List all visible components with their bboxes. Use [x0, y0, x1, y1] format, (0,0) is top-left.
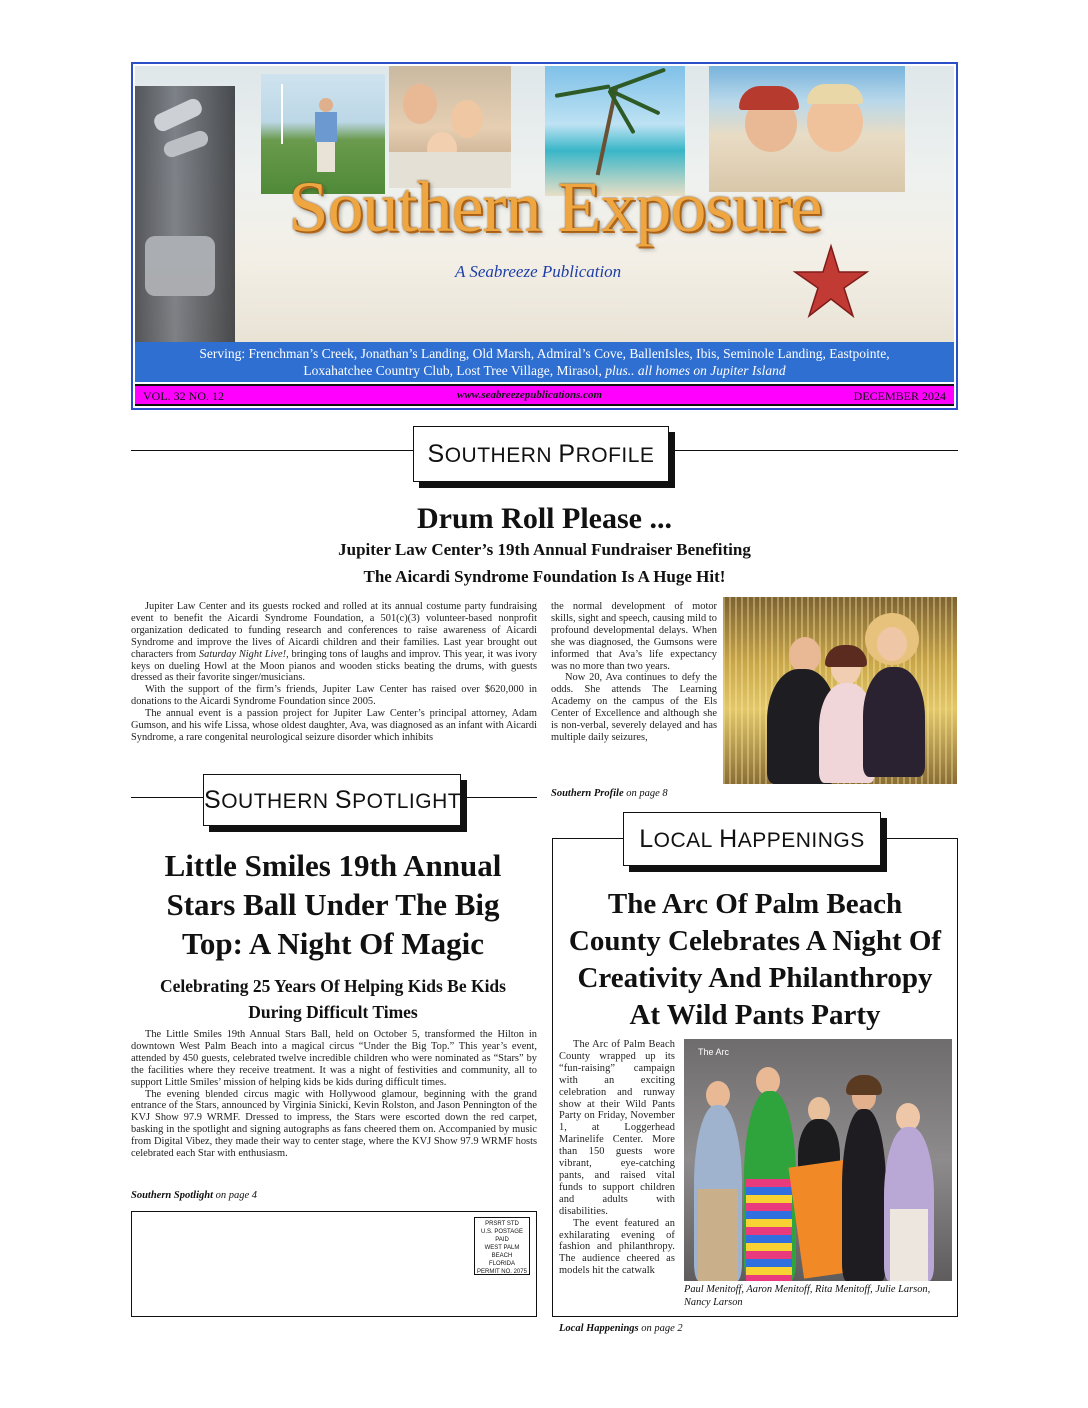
starfish-icon [791, 242, 871, 322]
serving-communities-band [135, 342, 954, 382]
spotlight-paragraph: The evening blended circus magic with Hollywood glamour, beginning with the grand entrance of the Stars, announced by Virginia Sinicki, Kevin Rolston, and Jason Pennington of the KVJ Show 97.9 WRMF. Dressed to impress, the Stars were escorted down the red carpet, basking in the spotlight and signing autographs as fans cheered them on. Accompanied by music from Digital Vibez, they made their way to center stage, where the KVJ Show 97.9 WRMF hosts celebrated each Star with enthusiasm. [131, 1088, 537, 1160]
section-heading-local-happenings: LOCAL HAPPENINGS [623, 812, 881, 866]
masthead-subtitle: A Seabreeze Publication [455, 262, 622, 281]
happenings-photo-caption: Paul Menitoff, Aaron Menitoff, Rita Menitoff, Julie Larson, Nancy Larson [684, 1284, 931, 1308]
volume-number: VOL. 32 NO. 12 [143, 389, 224, 403]
profile-photo-costume-party [723, 597, 957, 784]
profile-body-column-2 [551, 601, 717, 744]
profile-paragraph: Jupiter Law Center and its guests rocked and rolled at its annual costume party fundraising event to benefit the Aicardi Syndrome Foundation, a 501(c)(3) volunteer-based nonprofit organization dedicated to funding research and conferences to raise awareness of Aicardi Syndrome and improve the lives of Aicardi children and their families. Last year brought out characters from Saturday Night Live!, bringing tons of laughs and improv. This year, it was ivory keys on dueling Howl at the Moon pianos and wooden sticks beating the drums, with guests dressed as their favorite singer/musicians. [131, 601, 538, 684]
website-link[interactable]: www.seabreezepublications.com [457, 389, 603, 401]
happenings-photo-wild-pants-party [684, 1039, 952, 1281]
spotlight-headline: Little Smiles 19th Annual Stars Ball Under The Big Top: A Night Of Magic [164, 848, 502, 961]
section-heading-southern-spotlight: SOUTHERN SPOTLIGHT [203, 774, 461, 826]
masthead-photo-collage [135, 66, 954, 342]
serving-line-1: Serving: Frenchman’s Creek, Jonathan’s Landing, Old Marsh, Admiral’s Cove, BallenIsles, Ibis, Seminole Landing, Eastpointe, [199, 346, 890, 361]
masthead-title: Southern Exposure [288, 167, 822, 247]
postage-indicia: PRSRT STD U.S. POSTAGE PAID WEST PALM BEACH FLORIDA PERMIT NO. 2075 [474, 1217, 530, 1275]
profile-paragraph: the normal development of motor skills, sight and speech, causing mild to profound developmental delays. When she was diagnosed, the Gumsons were informed that Ava’s life expectancy was no more than two years. [551, 601, 717, 672]
happenings-paragraph: The event featured an exhilarating evening of fashion and philanthropy. The audience cheered as models hit the catwalk [559, 1217, 675, 1277]
section-heading-southern-profile: SOUTHERN PROFILE [413, 426, 669, 482]
profile-paragraph: With the support of the firm’s friends, Jupiter Law Center has raised over $620,000 in donations to the Aicardi Syndrome Foundation since 2005. [131, 684, 537, 708]
profile-paragraph: The annual event is a passion project for Jupiter Law Center’s principal attorney, Adam Gumson, and his wife Lissa, whose oldest daughter, Ava, was diagnosed as an infant with Aicardi Syndrome, a rare congenital neurological seizure disorder which inhibits [131, 708, 537, 743]
issue-date: DECEMBER 2024 [853, 389, 946, 403]
profile-paragraph: Now 20, Ava continues to defy the odds. She attends The Learning Academy on the campus of the Els Center of Excellence and although she is non-verbal, severely delayed and has multiple daily seizures, [551, 672, 717, 743]
profile-body-column-1 [131, 601, 537, 744]
mailing-label-area [131, 1211, 537, 1317]
backdrop-logo-text: The Arc [698, 1047, 730, 1057]
serving-line-2: Loxahatchee Country Club, Lost Tree Village, Mirasol, plus.. all homes on Jupiter Island [303, 363, 786, 378]
spotlight-body [131, 1029, 537, 1160]
spotlight-jump-line: Southern Spotlight on page 4 [131, 1190, 258, 1201]
happenings-body [559, 1039, 675, 1277]
profile-headline: Drum Roll Please ... [417, 502, 672, 535]
happenings-headline: The Arc Of Palm Beach County Celebrates A Night Of Creativity And Philanthropy At Wild Pants Party [568, 888, 942, 1031]
masthead [131, 62, 958, 410]
happenings-paragraph: The Arc of Palm Beach County wrapped up its “fun-raising” campaign with an exciting celebration and runway show at their Wild Pants Party on Friday, November 1, at Loggerhead Marinelife Center. More than 150 guests wore vibrant, eye-catching pants, and raised vital funds to support children and adults with disabilities. [559, 1039, 675, 1217]
issue-info-bar [135, 384, 954, 406]
spotlight-subhead: Celebrating 25 Years Of Helping Kids Be Kids During Difficult Times [160, 976, 506, 1022]
profile-subhead-2: The Aicardi Syndrome Foundation Is A Huge Hit! [363, 567, 726, 586]
profile-subhead-1: Jupiter Law Center’s 19th Annual Fundraiser Benefiting [338, 540, 751, 559]
profile-jump-line: Southern Profile on page 8 [551, 788, 668, 799]
spotlight-paragraph: The Little Smiles 19th Annual Stars Ball, held on October 5, transformed the Hilton in downtown West Palm Beach into a magical circus “Under the Big Top.” This year’s event, attended by 450 guests, celebrated twelve incredible children who were nominated as “Stars” by the facilities where they receive treatment. It was a night of festivities and community, all to support Little Smiles’ mission of helping kids be kids during difficult times. [131, 1029, 537, 1088]
happenings-jump-line: Local Happenings on page 2 [559, 1323, 683, 1334]
